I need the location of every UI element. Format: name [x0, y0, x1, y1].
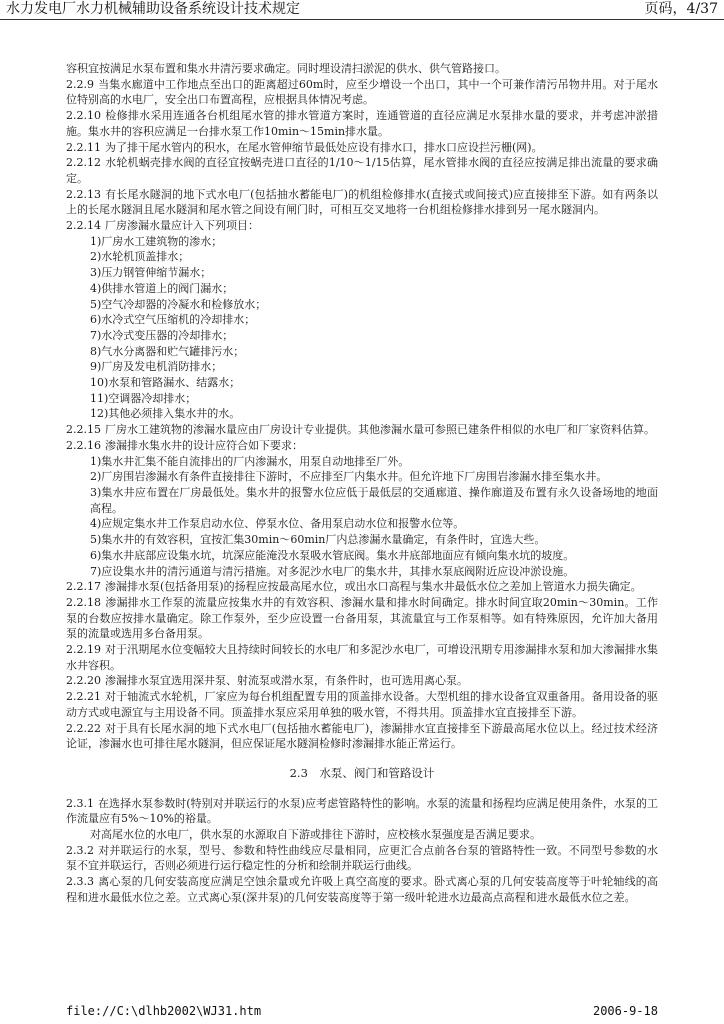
clause-number: 2.2.15 — [66, 423, 101, 437]
page-footer — [0, 1004, 724, 1022]
file-path: file://C:\dlhb2002\WJ31.htm — [66, 1004, 262, 1018]
clause-number: 2.2.20 — [66, 674, 101, 688]
clause-number: 2.2.19 — [66, 643, 101, 657]
clause-number: 2.2.22 — [66, 721, 101, 735]
list-item: 6)水冷式空气压缩机的冷却排水； — [90, 313, 256, 327]
requirement-item: 6)集水井底部应设集水坑，坑深应能淹没水泵吸水管底阀。集水井底部地面应有倾向集水坑的坡度。 — [90, 548, 575, 562]
clause-number: 2.2.14 — [66, 219, 101, 233]
list-item: 9)厂房及发电机消防排水； — [90, 360, 223, 374]
requirement-item: 2)厂房围岩渗漏水有条件直接排往下游时，不应排至厂内集水井。但允许地下厂房围岩渗漏水排至集水井。 — [90, 470, 608, 484]
clause-text: 为了排干尾水管内的积水，在尾水管伸缩节最低处应设有排水口，排水口应设拦污栅(网)。 — [105, 140, 543, 154]
clause-text: 水轮机蜗壳排水阀的直径宜按蜗壳进口直径的1/10～1/15估算，尾水管排水阀的直径应按满足排出流量的要求确定。 — [66, 156, 658, 185]
clause-paragraph — [66, 689, 658, 720]
document-title: 水力发电厂水力机械辅助设备系统设计技术规定 — [6, 1, 300, 17]
clause-number: 2.3.3 — [66, 875, 94, 889]
list-item: 5)空气冷却器的冷凝水和检修放水； — [90, 297, 267, 311]
clause-number: 2.2.17 — [66, 580, 101, 594]
clause-paragraph — [66, 218, 658, 234]
clause-text: 对于轴流式水轮机，厂家应为每台机组配置专用的顶盖排水设备。大型机组的排水设备宜双重备用。备用设备的驱动方式或电源宜与主用设备不同。顶盖排水泵应采用单独的吸水管，不得共用。顶盖排水宜直接排至下游。 — [66, 690, 658, 719]
clause-text: 当集水廊道中工作地点至出口的距离超过60m时，应至少增设一个出口，其中一个可兼作清污吊物井用。对于尾水位特别高的水电厂，安全出口布置高程，应根据具体情况考虑。 — [66, 77, 658, 107]
clause-text: 厂房渗漏水量应计入下列项目： — [105, 219, 259, 233]
clause-number: 2.3.1 — [66, 796, 94, 810]
requirement-item: 5)集水井的有效容积，宜按汇集30min～60min厂内总渗漏水量确定，有条件时，宜选大些。 — [90, 533, 546, 547]
clause-number: 2.2.9 — [66, 77, 94, 91]
clause-text: 对于具有长尾水洞的地下式水电厂(包括抽水蓄能电厂)，渗漏排水宜直接排至下游最高尾水位以上。经过技术经济论证，渗漏水也可排往尾水隧洞，但应保证尾水隧洞检修时渗漏排水能正常运行。 — [66, 721, 658, 751]
clause-paragraph — [66, 843, 658, 874]
clause-number: 2.2.10 — [66, 109, 101, 123]
requirement-item: 7)应设集水井的清污通道与清污措施。对多泥沙水电厂的集水井，其排水泵底阀附近应设冲淤设施。 — [90, 564, 575, 578]
clause-paragraph — [66, 77, 658, 108]
clause-text: 厂房水工建筑物的渗漏水量应由厂房设计专业提供。其他渗漏水量可参照已建条件相似的水电厂和厂家资料估算。 — [105, 423, 655, 437]
clause-text: 渗漏排水泵宜选用深井泵、射流泵或潜水泵，有条件时，也可选用离心泵。 — [105, 674, 468, 688]
list-item: 4)供排水管道上的阀门漏水； — [90, 281, 234, 295]
clause-paragraph — [66, 187, 658, 218]
clause-text: 渗漏排水工作泵的流量应按集水井的有效容积、渗漏水量和排水时间确定。排水时间宜取20min～30min。工作泵的台数应按排水量确定。除工作泵外，至少应设置一台备用泵，其流量宜与工作泵相等。如有特殊原因，允许加大备用泵的流量或选用多台备用泵。 — [66, 595, 658, 641]
clause-paragraph — [66, 438, 658, 454]
clause-paragraph — [66, 796, 658, 827]
clause-paragraph — [66, 721, 658, 752]
clause-paragraph — [66, 595, 658, 642]
clause-paragraph — [66, 642, 658, 673]
clause-paragraph — [66, 874, 658, 905]
clause-paragraph — [66, 155, 658, 186]
section-heading: 2.3 水泵、阀门和管路设计 — [289, 765, 435, 780]
list-item: 10)水泵和管路漏水、结露水； — [90, 376, 241, 390]
clause-number: 2.2.16 — [66, 438, 101, 452]
clause-paragraph — [66, 108, 658, 139]
clause-paragraph — [66, 140, 658, 156]
list-item: 11)空调器冷却排水； — [90, 391, 197, 405]
clause-text: 渗漏排水集水井的设计应符合如下要求： — [105, 438, 303, 452]
clause-paragraph — [66, 579, 658, 595]
list-item: 3)压力钢管伸缩节漏水； — [90, 266, 212, 280]
clause-paragraph — [66, 673, 658, 689]
clause-number: 2.2.21 — [66, 690, 101, 704]
clause-number: 2.2.11 — [66, 140, 101, 154]
list-item: 8)气水分离器和贮气罐排污水； — [90, 344, 245, 358]
requirement-item: 1)集水井汇集不能自流排出的厂内渗漏水，用泵自动地排至厂外。 — [90, 454, 410, 468]
requirement-item: 3)集水井应布置在厂房最低处。集水井的报警水位应低于最低层的交通廊道、操作廊道及布置有永久设备场地的地面高程。 — [90, 485, 658, 515]
clause-text: 在选择水泵参数时(特别对并联运行的水泵)应考虑管路特性的影响。水泵的流量和扬程均应满足使用条件，水泵的工作流量应有5%～10%的裕量。 — [66, 796, 658, 826]
header-rule — [0, 19, 724, 20]
clause-paragraph — [66, 422, 658, 438]
clause-text: 对于汛期尾水位变幅较大且持续时间较长的水电厂和多泥沙水电厂，可增设汛期专用渗漏排水泵和加大渗漏排水集水井容积。 — [66, 643, 658, 672]
clause-text: 离心泵的几何安装高度应满足空蚀余量或允许吸上真空高度的要求。卧式离心泵的几何安装高度等于叶轮轴线的高程和进水最低水位之差。立式离心泵(深井泵)的几何安装高度等于第一级叶轮进水边最高点高程和进水最低水位之差。 — [66, 875, 658, 904]
clause-number: 2.2.12 — [66, 156, 101, 170]
clause-text: 渗漏排水泵(包括备用泵)的扬程应按最高尾水位，或出水口高程与集水井最低水位之差加上管道水力损失确定。 — [105, 580, 642, 594]
clause-text: 检修排水采用连通各台机组尾水管的排水管道方案时，连通管道的直径应满足水泵排水量的要求，并考虑冲淤措施。集水井的容积应满足一台排水泵工作10min～15min排水量。 — [66, 109, 658, 138]
indented-paragraph: 对高尾水位的水电厂，供水泵的水源取自下游或排往下游时，应校核水泵强度是否满足要求。 — [90, 828, 541, 842]
print-date: 2006-9-18 — [592, 1004, 658, 1018]
document-body — [66, 61, 658, 906]
page-number: 页码，4/37 — [644, 1, 718, 17]
clause-text: 对并联运行的水泵，型号、参数和特性曲线应尽量相同，应更汇合点前各台泵的管路特性一致。不同型号参数的水泵不宜并联运行，否则必须进行运行稳定性的分析和绘制并联运行曲线。 — [66, 843, 658, 873]
list-item: 2)水轮机顶盖排水； — [90, 250, 190, 264]
requirement-item: 4)应规定集水井工作泵启动水位、停泵水位、备用泵启动水位和报警水位等。 — [90, 517, 465, 531]
list-item: 12)其他必须排入集水井的水。 — [90, 407, 241, 421]
list-item: 1)厂房水工建筑物的渗水； — [90, 234, 223, 248]
list-item: 7)水冷式变压器的冷却排水； — [90, 328, 234, 342]
clause-number: 2.2.13 — [66, 187, 101, 201]
clause-number: 2.3.2 — [66, 843, 94, 857]
clause-number: 2.2.18 — [66, 595, 101, 609]
continuation-paragraph: 容积宜按满足水泵布置和集水井清污要求确定。同时埋设清扫淤泥的供水、供气管路接口。 — [66, 62, 506, 75]
clause-text: 有长尾水隧洞的地下式水电厂(包括抽水蓄能电厂)的机组检修排水(直接式或间接式)应直接排至下游。如有两条以上的长尾水隧洞且尾水隧洞和尾水管之间设有闸门时，可相互交叉地将一台机组检修排水排到另一尾水隧洞内。 — [66, 187, 658, 217]
